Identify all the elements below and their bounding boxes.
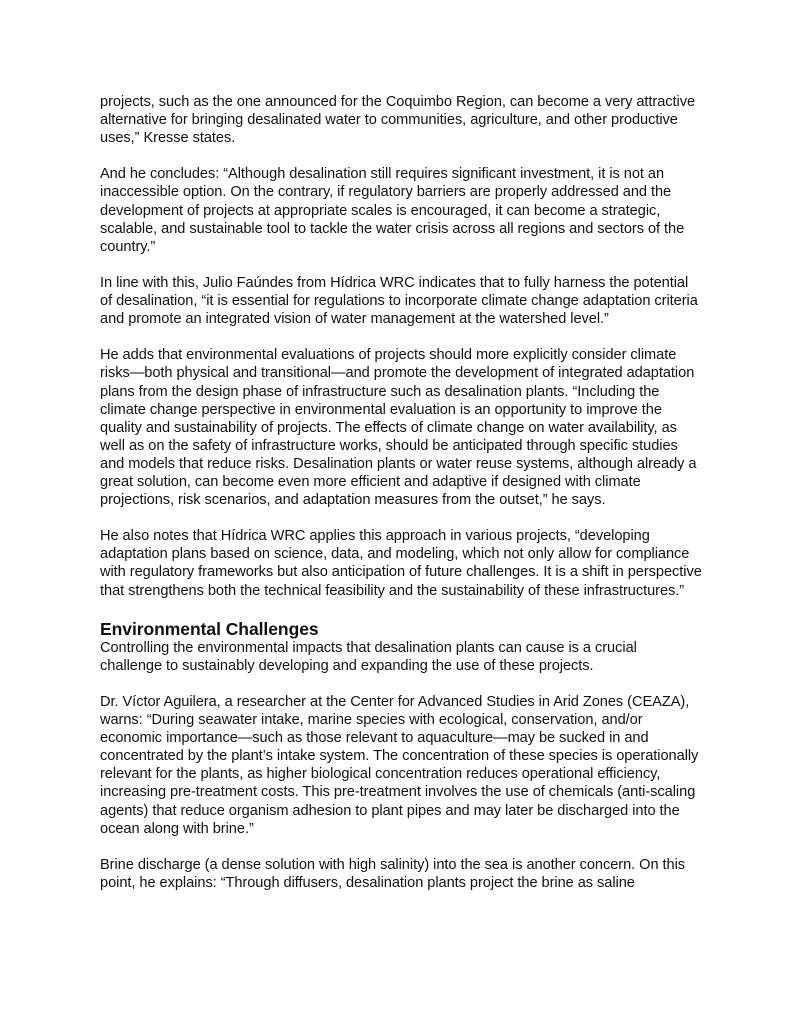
document-page [100, 93, 702, 910]
paragraph-hidrica-approach: He also notes that Hídrica WRC applies this approach in various projects, “developing adaptation plans based on science, data, and modeling, which not only allow for compliance with regulatory frameworks but also anticipation of future challenges. It is a shift in perspective that strengthens both the technical feasibility and the sustainability of these infrastructures.” [100, 528, 702, 599]
paragraph-aguilera-warning: Dr. Víctor Aguilera, a researcher at the Center for Advanced Studies in Arid Zones (CEAZA), warns: “During seawater intake, marine species with ecological, conservation, and/or economic importance—such as those relevant to aquaculture—may be sucked in and concentrated by the plant’s intake system. The concentration of these species is operationally relevant for the plants, as higher biological concentration reduces operational efficiency, increasing pre-treatment costs. This pre-treatment involves the use of chemicals (anti-scaling agents) that reduce organism adhesion to plant pipes and may later be discharged into the ocean along with brine.” [100, 694, 699, 837]
paragraph-kresse-quote-end: projects, such as the one announced for the Coquimbo Region, can become a very attractive alternative for bringing desalinated water to communities, agriculture, and other productive uses,” Kresse states. [100, 94, 696, 147]
paragraph-brine-discharge: Brine discharge (a dense solution with high salinity) into the sea is another concern. On this point, he explains: “Through diffusers, desalination plants project the brine as saline [100, 856, 686, 891]
paragraph-kresse-conclusion: And he concludes: “Although desalination still requires significant investment, it is not an inaccessible option. On the contrary, if regulatory barriers are properly addressed and the development of projects at appropriate scales is encouraged, it can become a strategic, scalable, and sustainable tool to tackle the water crisis across all regions and sectors of the country.” [100, 166, 685, 255]
paragraph-environmental-impacts: Controlling the environmental impacts that desalination plants can cause is a crucial challenge to sustainably developing and expanding the use of these projects. [100, 639, 637, 674]
paragraph-faundes-intro: In line with this, Julio Faúndes from Hídrica WRC indicates that to fully harness the potential of desalination, “it is essential for regulations to incorporate climate change adaptation criteria and promote an integrated vision of water management at the watershed level.” [100, 274, 698, 328]
paragraph-environmental-evaluations: He adds that environmental evaluations of projects should more explicitly consider climate risks—both physical and transitional—and promote the development of integrated adaptation plans from the design phase of infrastructure such as desalination plants. “Including the climate change perspective in environmental evaluation is an opportunity to improve the quality and sustainability of projects. The effects of climate change on water availability, as well as on the safety of infrastructure works, should be anticipated through specific studies and models that reduce risks. Desalination plants or water reuse systems, although already a great solution, can become even more efficient and adaptive if designed with climate projections, risk scenarios, and adaptation measures from the outset,” he says. [100, 347, 697, 509]
section-heading-environmental-challenges: Environmental Challenges [100, 618, 319, 639]
